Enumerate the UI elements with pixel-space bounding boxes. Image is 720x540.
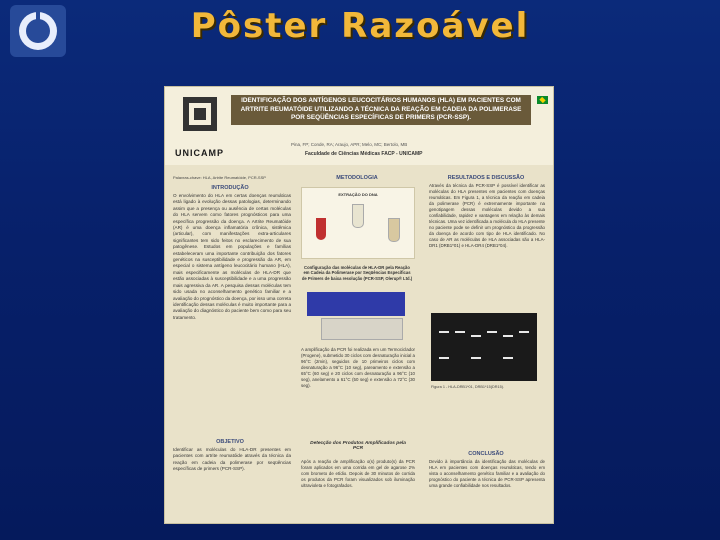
- dna-extraction-diagram: [301, 187, 415, 259]
- results-heading: RESULTADOS E DISCUSSÃO: [447, 175, 525, 181]
- gel-band: [503, 357, 513, 359]
- gel-band: [471, 357, 481, 359]
- blood-tube-icon: [316, 218, 326, 240]
- gel-band: [487, 331, 497, 333]
- centrifuge-tube-icon: [352, 204, 364, 228]
- poster-header: [165, 87, 553, 165]
- detection-text: Após a reação de amplificação o(s) produto(s) da PCR foram aplicados em uma corrida em gel de agarose 2% com brometo de etídio. Depois de 30 minutos de corrida os produtos da PCR foram visualizados sob iluminação ultravioleta e fotografados.: [301, 459, 415, 488]
- poster-keywords: Palavras-chave: HLA, Artrite Reumatóide, PCR-SSP: [173, 175, 266, 180]
- unicamp-logo-icon: [179, 93, 221, 137]
- results-text: Através da técnica da PCR-SSP é possível identificar as moléculas do HLA presentes em pacientes com doenças reumáticas. Em Figura 1, a técnica da reação em cadeia da polimerase (PCR) é extremamente importante na genotipagem dessas moléculas devido a sua confiabilidade, rapidez e vantagens em relação às demais técnicas. Uma vez identificada a molécula do HLA presente no paciente pode se definir um prognóstico da progressão da doença de acordo com tipo de HLA identificado. No caso de AR as moléculas de HLA associadas são a HLA-DR1 (DRB1*01) e HLA-DR4 (DRB1*04).: [429, 183, 545, 248]
- conclusion-heading: CONCLUSÃO: [468, 451, 504, 457]
- gel-band: [455, 331, 465, 333]
- figure-caption: Figura 1 - HLA-DRB1*01, DRB1*15(DR15).: [431, 385, 505, 389]
- pcr-info-box: [307, 292, 405, 316]
- brazil-flag-icon: [537, 96, 548, 104]
- poster-faculty: Faculdade de Ciências Médicas FACP - UNICAMP: [305, 151, 423, 157]
- poster-authors: Pina, FP; Conde, RA; Araujo, APR; Melo, MC; Bertolo, MB: [291, 142, 408, 147]
- gel-band: [519, 331, 529, 333]
- unicamp-logo-text: UNICAMP: [175, 148, 224, 158]
- gel-band: [439, 357, 449, 359]
- slide-title: Pôster Razoável: [190, 6, 530, 46]
- method-heading: METODOLOGIA: [336, 175, 378, 181]
- gel-band: [471, 335, 481, 337]
- objective-text: Identificar as moléculas do HLA-DR presentes em pacientes com artrite reumatóide através da técnica da reação em cadeia da polimerase por seqüências específicas de primers (PCR-SSP).: [173, 447, 291, 472]
- poster-image: [165, 87, 553, 523]
- gel-electrophoresis-image: [431, 313, 537, 381]
- dna-tube-icon: [388, 218, 400, 242]
- gel-band: [439, 331, 449, 333]
- objective-heading: OBJETIVO: [216, 439, 244, 445]
- intro-text: O envolvimento do HLA em certas doenças reumáticas está ligado à evolução dessas patologias, determinando assim que a presença ou ausência de certas moléculas do HLA servem como fatores prognósticos para uma específica progressão da doença. A Artrite Reumatóide (AR) é uma doença inflamatória crônica, sistêmica (articular), com manifestações extra-articulares significantes tem sido feitos no esclarecimento de sua patogênese. Estudos em populações e famílias estabeleceram uma importante contribuição dos fatores genéticos na susceptibilidade e progressão da AR, em especial o sistema antígeno leucocitário humano (HLA), mais especificamente as moléculas de HLA-DR que estão associadas à susceptibilidade e a uma progressão mais agressiva da AR. A pesquisa dessas moléculas tem sido usada no aconselhamento genético familiar e a avaliação do prognóstico da doença, por isso uma correta identificação dessas moléculas é muito importante para a avaliação do diagnóstico do paciente bem como para seu tratamento.: [173, 193, 291, 320]
- intro-heading: INTRODUÇÃO: [211, 185, 249, 191]
- poster-title: IDENTIFICAÇÃO DOS ANTÍGENOS LEUCOCITÁRIOS HUMANOS (HLA) EM PACIENTES COM ARTRITE REUMATÓIDE UTILIZANDO A TÉCNICA DA REAÇÃO EM CADEIA DA POLIMERASE POR SEQÜÊNCIAS ESPECÍFICAS DE PRIMERS (PCR-SSP).: [231, 95, 531, 125]
- method-text: A amplificação da PCR foi realizada em um Termociclador (Progene), submetido 30 ciclos com desnaturação inicial a 96°C (2min), seguidos de 10 primeiros ciclos com desnaturação a 96°C (10 seg), pareamento e extensão a 65°C (60 seg) e 20 ciclos com desnaturação a 96°C (10 seg), anelamento a 61°C (50 seg) e extensão a 72°C (30 seg).: [301, 347, 415, 388]
- gel-band: [503, 335, 513, 337]
- pcr-tray-icon: [321, 318, 403, 340]
- pcr-ssp-caption: Configuração das moléculas de HLA-DR pela Reação em Cadeia da Polimerase por Seqüências Específicas de Primers de baixa resolução (PCR-SSP, Olerup® Ltd.): [301, 265, 413, 281]
- conclusion-text: Devido à importância da identificação das moléculas de HLA em pacientes com doenças reumáticas, tendo em vista o aconselhamento genético familiar e a avaliação do prognóstico do paciente a técnica de PCR-SSP apresenta uma grande confiabilidade nos resultados.: [429, 459, 545, 488]
- dna-extraction-label: EXTRAÇÃO DO DNA: [338, 192, 378, 197]
- detection-heading: Detecção dos Produtos Amplificados pela PCR: [310, 441, 406, 451]
